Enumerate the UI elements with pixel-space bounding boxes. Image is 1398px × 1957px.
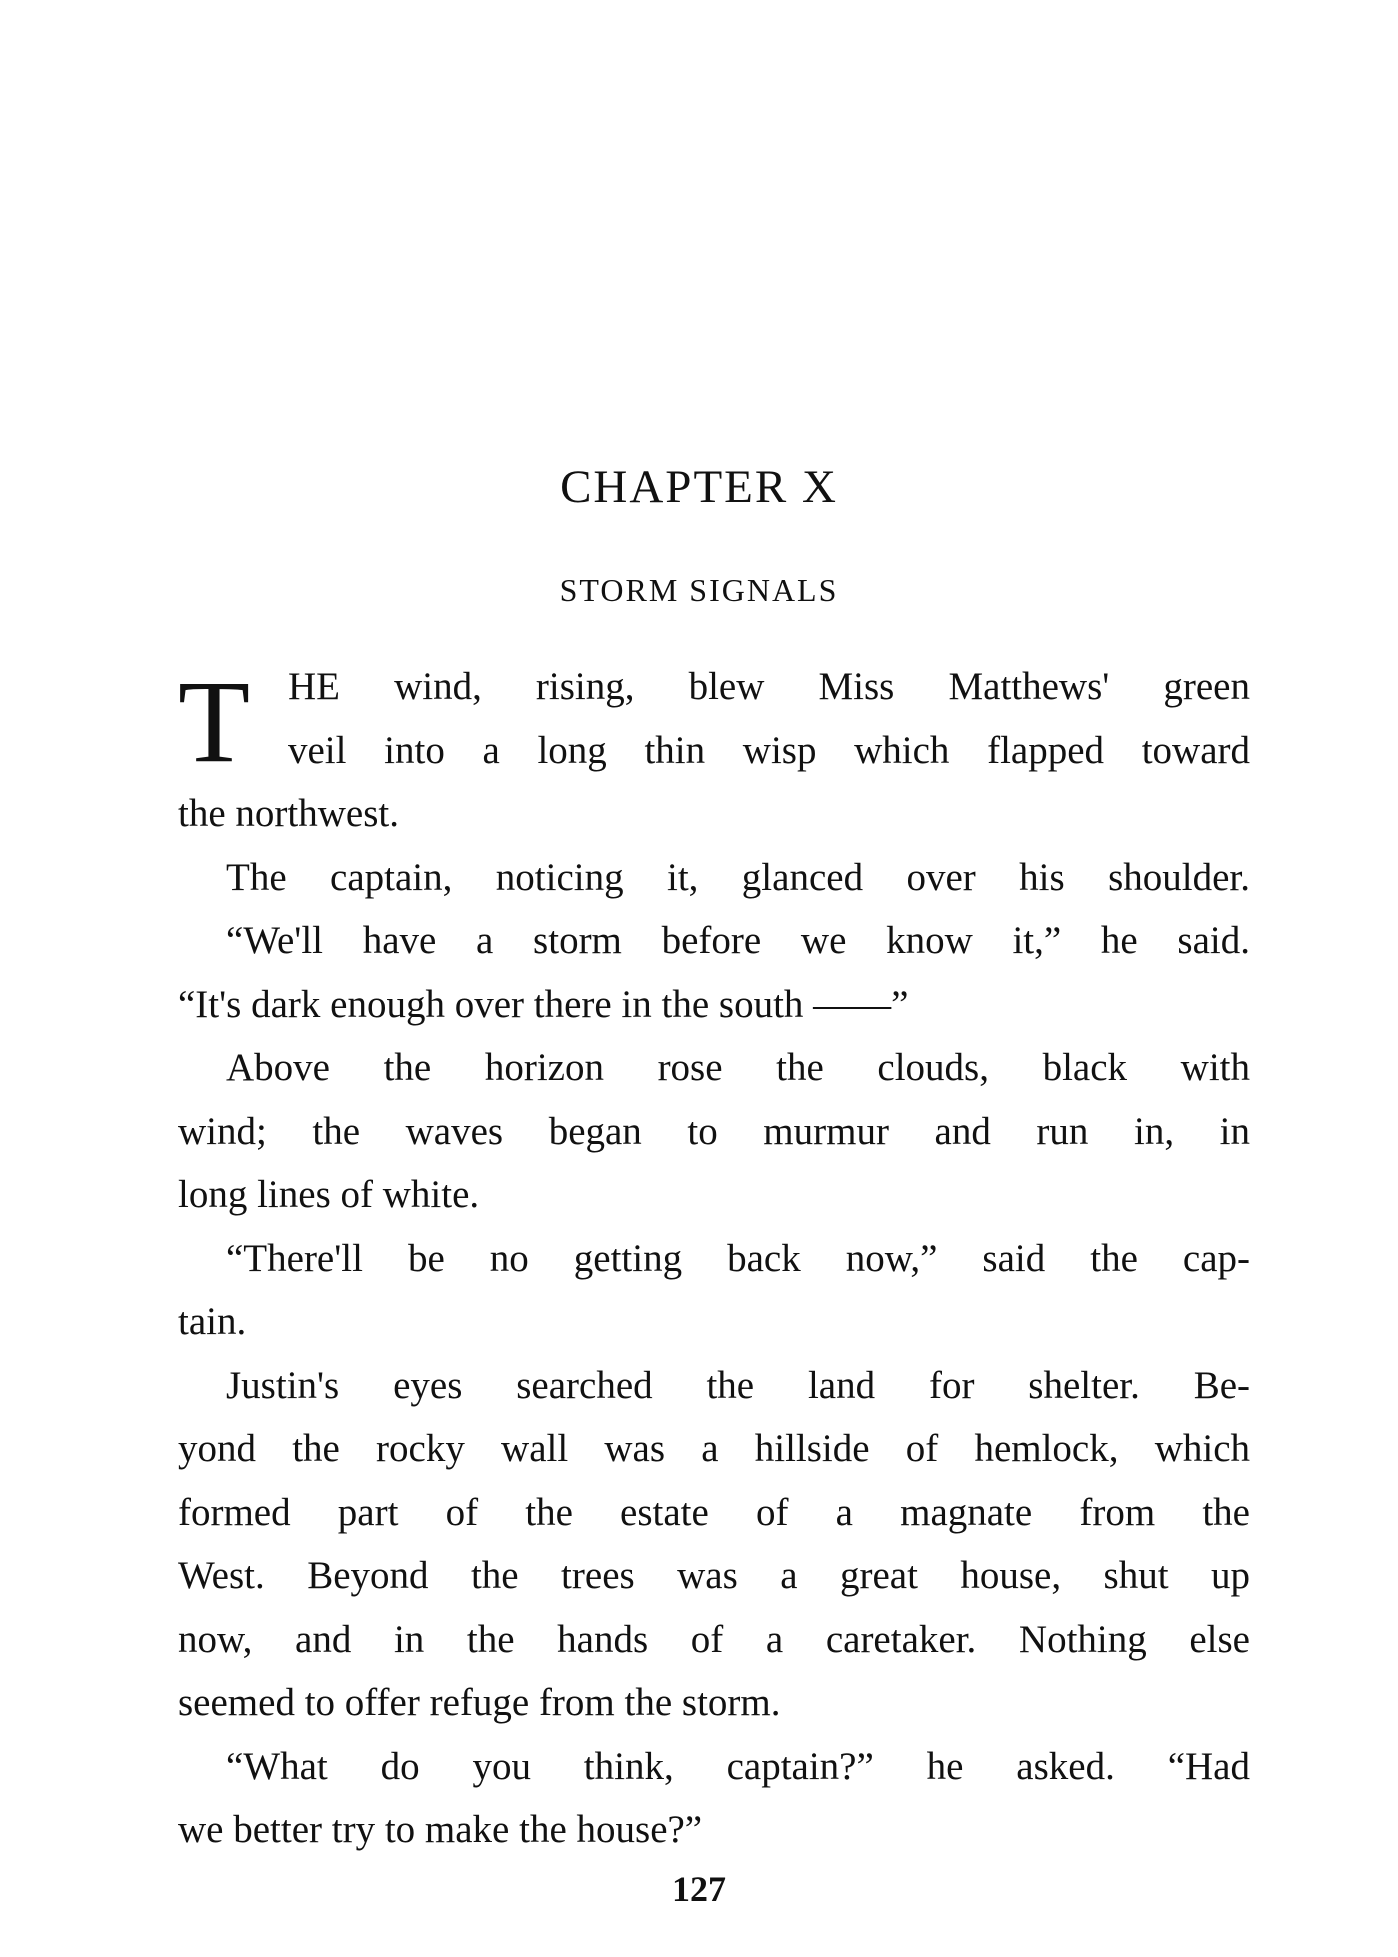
text-line: yond the rocky wall was a hillside of hemlock, which xyxy=(178,1427,1250,1470)
text-line: now, and in the hands of a caretaker. Nothing else xyxy=(178,1617,1250,1661)
drop-cap: T xyxy=(178,656,251,787)
text-line: Justin's eyes searched the land for shelter. Be- xyxy=(226,1363,1250,1407)
body-text xyxy=(178,655,1250,1862)
text-line: The captain, noticing it, glanced over his shoulder. xyxy=(226,855,1250,899)
text-line: the northwest. xyxy=(178,792,399,835)
text-line: formed part of the estate of a magnate from the xyxy=(178,1490,1250,1534)
text-line: “It's dark enough over there in the south ——” xyxy=(178,982,909,1026)
text-line: “There'll be no getting back now,” said the cap- xyxy=(226,1236,1250,1280)
text-line: seemed to offer refuge from the storm. xyxy=(178,1681,781,1724)
chapter-subtitle: STORM SIGNALS xyxy=(559,572,839,608)
text-line: HE wind, rising, blew Miss Matthews' green xyxy=(288,665,1250,708)
text-line: tain. xyxy=(178,1300,247,1343)
text-line: West. Beyond the trees was a great house, shut up xyxy=(178,1554,1250,1597)
text-line: “What do you think, captain?” he asked. “Had xyxy=(226,1744,1250,1788)
text-line: we better try to make the house?” xyxy=(178,1808,703,1851)
text-line: long lines of white. xyxy=(178,1173,480,1216)
text-line: Above the horizon rose the clouds, black with xyxy=(226,1046,1250,1089)
chapter-title: CHAPTER X xyxy=(560,461,838,513)
page-number: 127 xyxy=(672,1869,726,1909)
text-line: wind; the waves began to murmur and run in, in xyxy=(178,1109,1250,1153)
text-line: “We'll have a storm before we know it,” he said. xyxy=(226,919,1250,962)
text-line: veil into a long thin wisp which flapped toward xyxy=(288,728,1250,772)
